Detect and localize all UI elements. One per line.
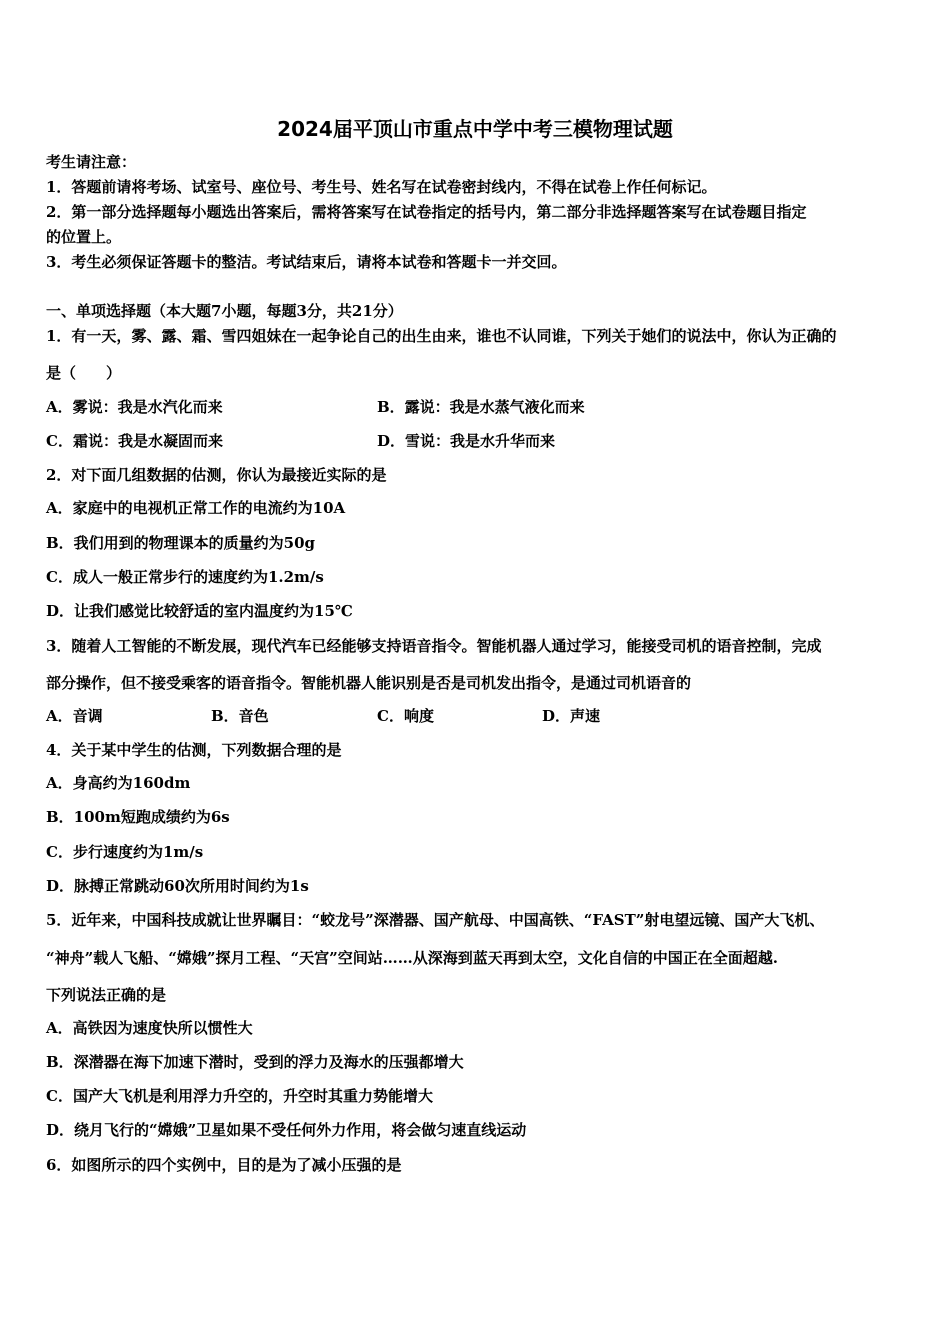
q3-stem-cont: 部分操作，但不接受乘客的语音指令。智能机器人能识别是否是司机发出指令，是通过司机语音的 [46, 674, 692, 692]
notice-item: 1．答题前请将考场、试室号、座位号、考生号、姓名写在试卷密封线内，不得在试卷上作任何标记。 [46, 178, 717, 196]
q5-option-c: C．国产大飞机是利用浮力升空的，升空时其重力势能增大 [46, 1087, 433, 1105]
notice-heading: 考生请注意： [46, 153, 137, 171]
q5-option-b: B．深潜器在海下加速下潜时，受到的浮力及海水的压强都增大 [46, 1053, 464, 1071]
q2-option-c: C．成人一般正常步行的速度约为1.2m/s [46, 568, 324, 586]
q1-stem: 1．有一天，雾、露、霜、雪四姐妹在一起争论自己的出生由来，谁也不认同谁，下列关于她们的说法中，你认为正确的 [46, 327, 837, 345]
q5-option-d: D．绕月飞行的“嫦娥”卫星如果不受任何外力作用，将会做匀速直线运动 [46, 1121, 527, 1139]
q1-stem-cont: 是（ ） [46, 364, 122, 382]
page-title: 2024届平顶山市重点中学中考三模物理试题 [277, 117, 673, 141]
q3-option-c: C．响度 [377, 707, 434, 725]
q5-stem: 5．近年来，中国科技成就让世界瞩目：“蛟龙号”深潜器、国产航母、中国高铁、“FAST”射电望远镜、国产大飞机、 [46, 911, 825, 929]
q1-option-d: D．雪说：我是水升华而来 [377, 432, 556, 450]
q1-option-a: A．雾说：我是水汽化而来 [46, 398, 223, 416]
q6-stem: 6．如图所示的四个实例中，目的是为了减小压强的是 [46, 1156, 402, 1174]
q2-option-d: D．让我们感觉比较舒适的室内温度约为15℃ [46, 602, 353, 620]
q2-option-a: A．家庭中的电视机正常工作的电流约为10A [46, 499, 346, 517]
q4-option-b: B．100m短跑成绩约为6s [46, 808, 230, 826]
q4-option-a: A．身高约为160dm [46, 774, 191, 792]
q5-stem-cont: 下列说法正确的是 [46, 986, 167, 1004]
notice-item: 的位置上。 [46, 228, 122, 246]
q5-stem-cont: “神舟”载人飞船、“嫦娥”探月工程、“天宫”空间站……从深海到蓝天再到太空，文化自信的中国正在全面超越. [46, 949, 778, 967]
q1-option-b: B．露说：我是水蒸气液化而来 [377, 398, 585, 416]
q2-stem: 2．对下面几组数据的估测，你认为最接近实际的是 [46, 466, 387, 484]
q2-option-b: B．我们用到的物理课本的质量约为50g [46, 534, 316, 552]
q4-option-c: C．步行速度约为1m/s [46, 843, 204, 861]
q1-option-c: C．霜说：我是水凝固而来 [46, 432, 223, 450]
q5-option-a: A．高铁因为速度快所以惯性大 [46, 1019, 253, 1037]
notice-item: 3．考生必须保证答题卡的整洁。考试结束后，请将本试卷和答题卡一并交回。 [46, 253, 567, 271]
q3-option-b: B．音色 [211, 707, 269, 725]
q4-stem: 4．关于某中学生的估测，下列数据合理的是 [46, 741, 342, 759]
q3-option-d: D．声速 [542, 707, 601, 725]
q3-stem: 3．随着人工智能的不断发展，现代汽车已经能够支持语音指令。智能机器人通过学习，能接受司机的语音控制，完成 [46, 637, 822, 655]
q4-option-d: D．脉搏正常跳动60次所用时间约为1s [46, 877, 309, 895]
section-heading: 一、单项选择题（本大题7小题，每题3分，共21分） [46, 302, 403, 320]
q3-option-a: A．音调 [46, 707, 103, 725]
notice-item: 2．第一部分选择题每小题选出答案后，需将答案写在试卷指定的括号内，第二部分非选择题答案写在试卷题目指定 [46, 203, 807, 221]
